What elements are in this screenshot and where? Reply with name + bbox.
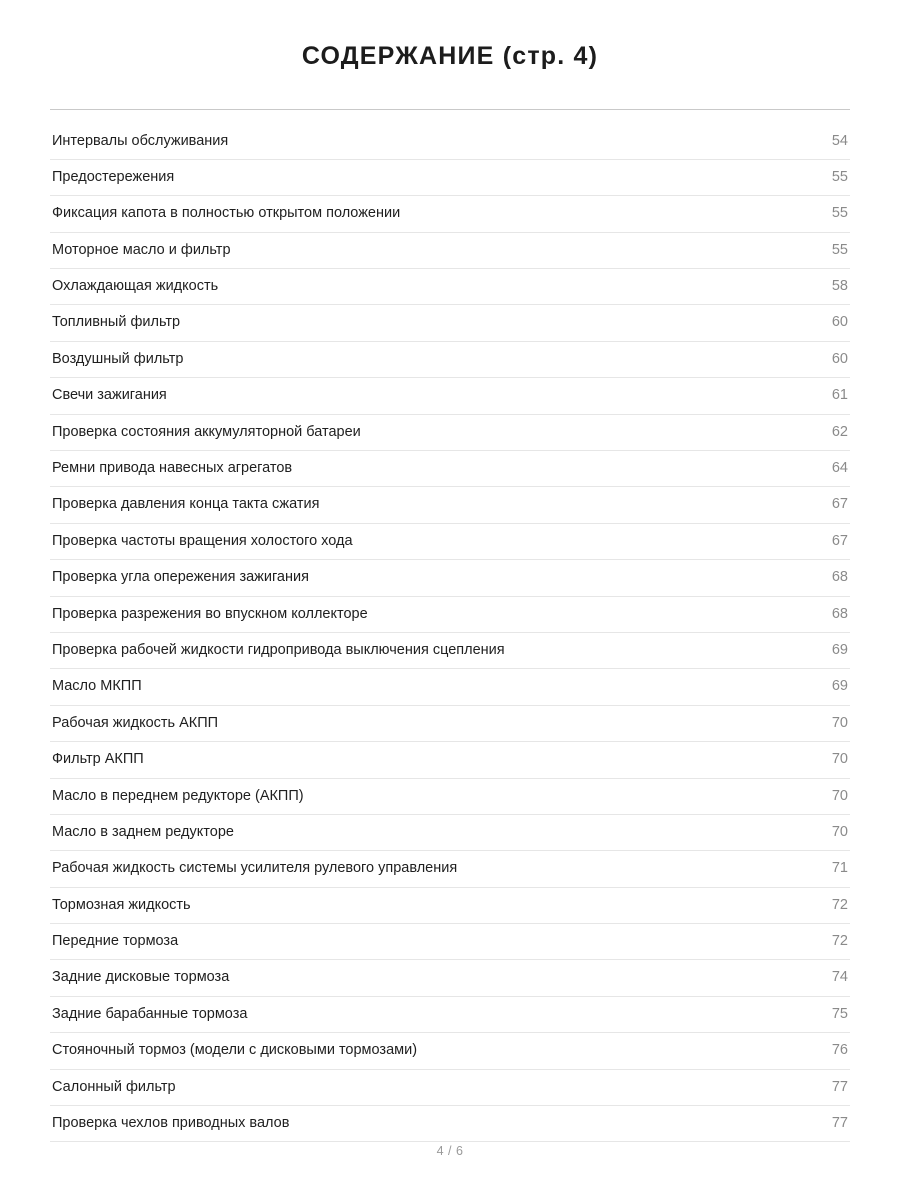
toc-entry[interactable]: [50, 196, 850, 232]
toc-entry-label: Передние тормоза: [52, 933, 179, 950]
toc-entry-label: Тормозная жидкость: [52, 896, 191, 913]
toc-entry[interactable]: [50, 960, 850, 996]
toc-entry-page: 62: [831, 423, 848, 440]
toc-entry-page: 71: [831, 860, 848, 877]
toc-entry[interactable]: [50, 633, 850, 669]
toc-entry-page: 69: [831, 641, 848, 658]
toc-entry[interactable]: [50, 124, 850, 160]
toc-entry[interactable]: [50, 924, 850, 960]
toc-entry-page: 60: [831, 314, 848, 331]
toc-entry[interactable]: [50, 888, 850, 924]
toc-entry-page: 68: [831, 569, 848, 586]
page-footer: 4 / 6: [436, 1144, 464, 1158]
toc-entry[interactable]: [50, 1033, 850, 1069]
toc-entry[interactable]: [50, 233, 850, 269]
toc-entry-page: 60: [831, 350, 848, 367]
toc-entry-label: Предостережения: [52, 168, 175, 185]
toc-entry-label: Фиксация капота в полностью открытом положении: [52, 205, 401, 222]
toc-entry-page: 55: [831, 205, 848, 222]
toc-entry-label: Свечи зажигания: [52, 387, 167, 404]
toc-entry-page: 54: [831, 132, 848, 149]
toc-entry-page: 77: [831, 1115, 848, 1132]
toc-entry[interactable]: [50, 997, 850, 1033]
toc-entry-label: Рабочая жидкость АКПП: [52, 714, 219, 731]
toc-entry[interactable]: [50, 1070, 850, 1106]
toc-entry-label: Масло в переднем редукторе (АКПП): [52, 787, 304, 804]
toc-entry[interactable]: [50, 487, 850, 523]
toc-entry-page: 70: [831, 787, 848, 804]
toc-entry-label: Масло МКПП: [52, 678, 142, 695]
toc-entry-label: Проверка давления конца такта сжатия: [52, 496, 320, 513]
toc-entry-label: Салонный фильтр: [52, 1078, 176, 1095]
toc-entry[interactable]: [50, 742, 850, 778]
toc-entry[interactable]: [50, 305, 850, 341]
toc-entry-page: 61: [831, 387, 848, 404]
toc-entry-label: Охлаждающая жидкость: [52, 278, 219, 295]
page-title: СОДЕРЖАНИЕ (стр. 4): [301, 42, 599, 70]
toc-entry-label: Моторное масло и фильтр: [52, 241, 231, 258]
toc-entry-page: 72: [831, 933, 848, 950]
toc-entry[interactable]: [50, 851, 850, 887]
toc-entry-label: Топливный фильтр: [52, 314, 181, 331]
toc-entry-label: Стояночный тормоз (модели с дисковыми тормозами): [52, 1042, 418, 1059]
toc-entry[interactable]: [50, 779, 850, 815]
toc-entry-label: Проверка рабочей жидкости гидропривода выключения сцепления: [52, 641, 505, 658]
toc-entry[interactable]: [50, 415, 850, 451]
toc-entry-label: Воздушный фильтр: [52, 350, 184, 367]
toc-entry[interactable]: [50, 451, 850, 487]
toc-entry[interactable]: [50, 342, 850, 378]
toc-entry-label: Проверка угла опережения зажигания: [52, 569, 309, 586]
toc-entry-page: 55: [831, 168, 848, 185]
toc-entry-page: 68: [831, 605, 848, 622]
toc-entry-label: Рабочая жидкость системы усилителя рулевого управления: [52, 860, 458, 877]
toc-entry-label: Проверка частоты вращения холостого хода: [52, 532, 353, 549]
toc-entry-page: 64: [831, 460, 848, 477]
toc-entry[interactable]: [50, 560, 850, 596]
toc-entry-page: 67: [831, 532, 848, 549]
table-of-contents: [50, 124, 850, 1143]
toc-entry-label: Фильтр АКПП: [52, 751, 144, 768]
toc-entry-page: 75: [831, 1005, 848, 1022]
toc-entry-label: Ремни привода навесных агрегатов: [52, 460, 293, 477]
toc-entry-label: Проверка чехлов приводных валов: [52, 1115, 290, 1132]
toc-entry[interactable]: [50, 160, 850, 196]
toc-entry-label: Проверка разрежения во впускном коллекторе: [52, 605, 368, 622]
toc-entry-page: 70: [831, 714, 848, 731]
toc-entry-page: 77: [831, 1078, 848, 1095]
toc-entry[interactable]: [50, 269, 850, 305]
toc-entry[interactable]: [50, 669, 850, 705]
toc-entry-label: Масло в заднем редукторе: [52, 823, 234, 840]
toc-entry-label: Задние дисковые тормоза: [52, 969, 230, 986]
toc-entry-page: 67: [831, 496, 848, 513]
toc-entry[interactable]: [50, 1106, 850, 1142]
toc-entry-page: 76: [831, 1042, 848, 1059]
toc-entry-page: 74: [831, 969, 848, 986]
toc-entry[interactable]: [50, 815, 850, 851]
toc-entry-page: 70: [831, 823, 848, 840]
toc-entry-page: 72: [831, 896, 848, 913]
toc-entry[interactable]: [50, 524, 850, 560]
toc-entry-label: Интервалы обслуживания: [52, 132, 229, 149]
toc-entry-label: Задние барабанные тормоза: [52, 1005, 248, 1022]
toc-entry-page: 69: [831, 678, 848, 695]
toc-entry[interactable]: [50, 706, 850, 742]
toc-entry[interactable]: [50, 378, 850, 414]
toc-entry[interactable]: [50, 597, 850, 633]
toc-entry-label: Проверка состояния аккумуляторной батареи: [52, 423, 361, 440]
toc-entry-page: 70: [831, 751, 848, 768]
toc-entry-page: 55: [831, 241, 848, 258]
toc-entry-page: 58: [831, 278, 848, 295]
title-divider: [50, 109, 850, 110]
